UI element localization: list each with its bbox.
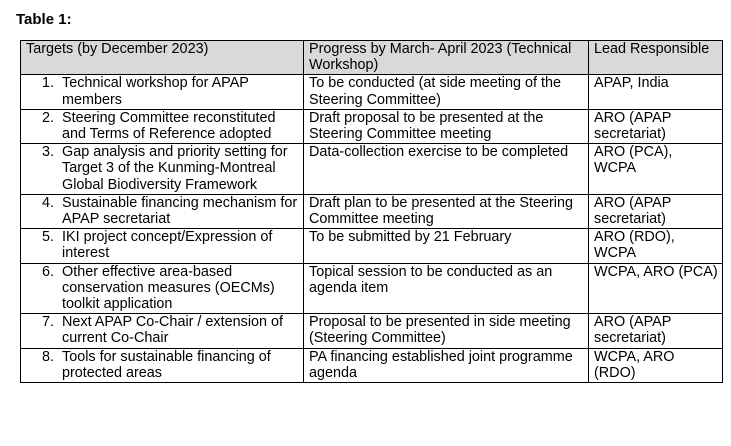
target-text: Tools for sustainable financing of protected areas (62, 348, 271, 381)
table-title: Table 1: (16, 11, 72, 28)
lead-cell: ARO (APAP secretariat) (589, 314, 723, 348)
row-number: 8. (41, 348, 54, 365)
table-row (21, 75, 723, 109)
target-cell (21, 263, 304, 314)
target-cell (21, 348, 304, 382)
row-number: 2. (41, 109, 54, 126)
target-text: Next APAP Co-Chair / extension of current Co-Chair (62, 314, 284, 347)
lead-cell: ARO (PCA), WCPA (589, 144, 723, 195)
target-cell (21, 194, 304, 228)
targets-table (20, 40, 723, 383)
progress-cell: Draft proposal to be presented at the Steering Committee meeting (304, 109, 589, 143)
target-text: IKI project concept/Expression of interest (62, 229, 273, 262)
target-text: Gap analysis and priority setting for Target 3 of the Kunming-Montreal Global Biodiversity Framework (62, 144, 288, 193)
progress-cell: PA financing established joint programme agenda (304, 348, 589, 382)
progress-cell: Topical session to be conducted as an agenda item (304, 263, 589, 314)
target-text: Technical workshop for APAP members (62, 75, 249, 108)
row-number: 5. (41, 229, 54, 246)
target-text: Steering Committee reconstituted and Terms of Reference adopted (62, 109, 276, 143)
table-row (21, 314, 723, 348)
header-targets: Targets (by December 2023) (21, 41, 304, 75)
table-row (21, 194, 723, 228)
table-row (21, 263, 723, 314)
lead-cell: WCPA, ARO (PCA) (589, 263, 723, 314)
lead-cell: ARO (APAP secretariat) (589, 109, 723, 143)
progress-cell: To be submitted by 21 February (304, 229, 589, 263)
row-number: 1. (41, 75, 54, 92)
target-text: Sustainable financing mechanism for APAP secretariat (62, 194, 298, 228)
row-number: 7. (41, 314, 54, 331)
table-row (21, 348, 723, 382)
progress-cell: Data-collection exercise to be completed (304, 144, 589, 195)
table-row (21, 109, 723, 143)
lead-cell: ARO (APAP secretariat) (589, 194, 723, 228)
target-cell (21, 109, 304, 143)
header-progress: Progress by March- April 2023 (Technical Workshop) (304, 41, 589, 75)
header-lead: Lead Responsible (589, 41, 723, 75)
lead-cell: ARO (RDO), WCPA (589, 229, 723, 263)
target-cell (21, 144, 304, 195)
table-row (21, 229, 723, 263)
progress-cell: Proposal to be presented in side meeting (Steering Committee) (304, 314, 589, 348)
target-text: Other effective area-based conservation measures (OECMs) toolkit application (62, 263, 275, 313)
lead-cell: APAP, India (589, 75, 723, 109)
progress-cell: Draft plan to be presented at the Steering Committee meeting (304, 194, 589, 228)
table-row (21, 144, 723, 195)
target-cell (21, 229, 304, 263)
target-cell (21, 75, 304, 109)
progress-cell: To be conducted (at side meeting of the Steering Committee) (304, 75, 589, 109)
header-row (21, 41, 723, 75)
lead-cell: WCPA, ARO (RDO) (589, 348, 723, 382)
target-cell (21, 314, 304, 348)
row-number: 6. (41, 263, 54, 280)
row-number: 4. (41, 194, 54, 211)
row-number: 3. (41, 144, 54, 161)
